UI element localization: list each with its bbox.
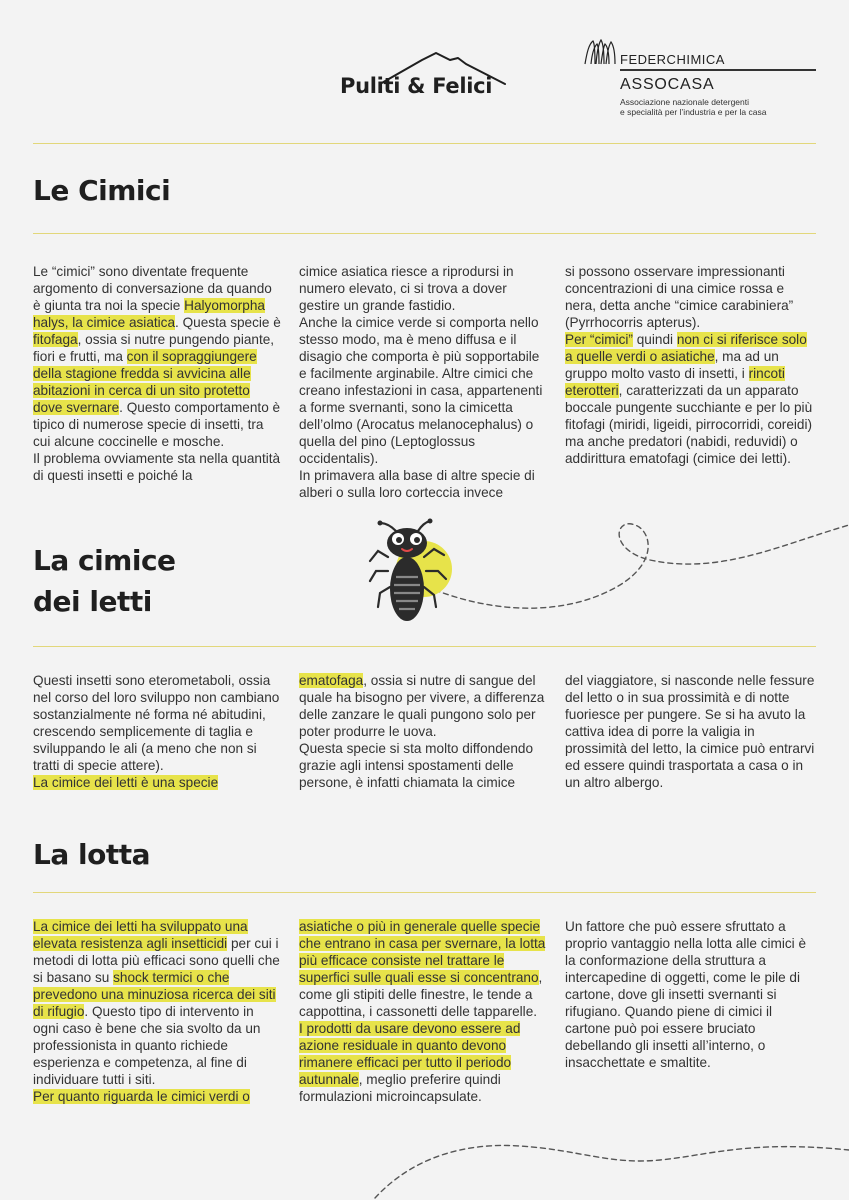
dashed-flight-path-bottom <box>370 1120 849 1200</box>
body-text: In primavera alla base di altre specie di alberi o sulla loro corteccia invece <box>299 468 535 500</box>
section-rule <box>33 233 816 234</box>
body-text: Un fattore che può essere sfruttato a proprio vantaggio nella lotta alle cimici è la conformazione della struttura a intercapedine di oggetti, come le pile di cartone, dove gli insetti svernanti si rifugiano. Quando piene di cimici il cartone può poi essere bruciato debellando gli insetti all’interno, o insacchettate e smaltite. <box>565 919 807 1070</box>
body-text: Questa specie si sta molto diffondendo grazie agli intensi spostamenti delle persone, è infatti chiamata la cimice <box>299 741 534 790</box>
body-text: , ossia si nutre pungendo piante, fiori e frutti, ma <box>33 332 275 364</box>
body-text: del viaggiatore, si nasconde nelle fessure del letto o in sua prossimità e di notte fuoriesce per pungere. Se si ha avuto la cattiva idea di porre la valigia in prossimità del letto, la cimice può entrarvi ed essere quindi trasportata a casa o in un altro albergo. <box>565 673 815 790</box>
cimici-column-3 <box>565 263 815 467</box>
highlighted-text: La cimice dei letti ha sviluppato una elevata resistenza agli insetticidi <box>33 919 248 951</box>
cimici-column-1 <box>33 263 283 484</box>
assocasa-subtitle-line1: Associazione nazionale detergenti <box>620 97 750 107</box>
highlighted-text: fitofaga <box>33 332 78 347</box>
highlighted-text: non ci si riferisce solo a quelle verdi o asiatiche <box>565 332 807 364</box>
cimici-column-2 <box>299 263 549 501</box>
section-title-letti-line1: La cimice <box>33 544 176 577</box>
assocasa-label: ASSOCASA <box>620 76 715 93</box>
body-text: per cui i metodi di lotta più efficaci sono quelli che si basano su <box>33 936 280 985</box>
highlighted-text: rincoti eterotteri <box>565 366 785 398</box>
highlighted-text: asiatiche o più in generale quelle specie che entrano in casa per svernare, la lotta più efficace consiste nel trattare le superfici sulle quali esse si concentrano <box>299 919 546 985</box>
section-rule <box>33 143 816 144</box>
highlighted-text: Halyomorpha halys, la cimice asiatica <box>33 298 265 330</box>
bedbug-illustration <box>360 515 460 627</box>
body-text: Il problema ovviamente sta nella quantità di questi insetti e poiché la <box>33 451 281 483</box>
letti-column-1 <box>33 672 283 791</box>
body-text: cimice asiatica riesce a riprodursi in numero elevato, ci si trova a dover gestire un grande fastidio. <box>299 264 514 313</box>
body-text: quindi <box>632 332 677 347</box>
federchimica-logo-icon <box>583 38 617 66</box>
highlighted-text: La cimice dei letti è una specie <box>33 775 219 790</box>
section-title-letti-line2: dei letti <box>33 585 152 618</box>
body-text: Anche la cimice verde si comporta nello stesso modo, ma è meno diffusa e il disagio che comporta è più sopportabile e facilmente arginabile. Altre cimici che creano infestazioni in casa, appartenenti a forme svernanti, sono la cimicetta dell’olmo (Arocatus melanocephalus) o quella del pino (Leptoglossus occidentalis). <box>299 315 543 466</box>
body-text: , meglio preferire quindi formulazioni microincapsulate. <box>299 1072 501 1104</box>
section-rule <box>33 892 816 893</box>
body-text: si possono osservare impressionanti concentrazioni di una cimice rossa e nera, detta anche “cimice carabiniera” (Pyrrhocorris apterus). <box>565 264 794 330</box>
section-title-lotta: La lotta <box>33 838 150 871</box>
body-text: . Questo comportamento è tipico di numerose specie di insetti, tra cui alcune coccinelle e mosche. <box>33 400 281 449</box>
dashed-flight-path <box>420 505 849 615</box>
highlighted-text: Per quanto riguarda le cimici verdi o <box>33 1089 250 1104</box>
federchimica-label: FEDERCHIMICA <box>620 52 725 67</box>
body-text: Le “cimici” sono diventate frequente argomento di conversazione da quando è giunta tra noi la specie <box>33 264 272 313</box>
brand-logo: Puliti & Felici <box>340 74 493 98</box>
highlighted-text: I prodotti da usare devono essere ad azione residuale in quanto devono rimanere efficaci per tutto il periodo autunnale <box>299 1021 521 1087</box>
section-title-cimici: Le Cimici <box>33 174 171 207</box>
assocasa-subtitle <box>620 97 820 117</box>
body-text: , caratterizzati da un apparato boccale pungente succhiante e per lo più fitofagi (miridi, ligeidi, pirrocorridi, coreidi) ma anche predatori (nabidi, reduvidi) o addirittura ematofagi (cimice dei letti). <box>565 383 813 466</box>
lotta-column-2 <box>299 918 549 1105</box>
highlighted-text: ematofaga <box>299 673 364 688</box>
lotta-column-1 <box>33 918 283 1105</box>
highlighted-text: Per “cimici” <box>565 332 633 347</box>
letti-column-3 <box>565 672 815 791</box>
highlighted-text: shock termici o che prevedono una minuziosa ricerca dei siti di rifugio <box>33 970 276 1019</box>
body-text: , ma ad un gruppo molto vasto di insetti, i <box>565 349 779 381</box>
body-text: . Questa specie è <box>175 315 281 330</box>
header-divider <box>620 69 816 71</box>
section-title-letti <box>33 540 176 622</box>
body-text: , come gli stipiti delle finestre, le tende a cappottina, i cassonetti delle tapparelle. <box>299 970 543 1019</box>
body-text: Questi insetti sono eterometaboli, ossia nel corso del loro sviluppo non cambiano sostanzialmente né forma né abitudini, crescendo semplicemente di taglia e sviluppando le ali (a meno che non si tratti di specie attere). <box>33 673 280 773</box>
body-text: , ossia si nutre di sangue del quale ha bisogno per vivere, a differenza delle zanzare le quali pungono solo per poter produrre le uova. <box>299 673 545 739</box>
body-text: . Questo tipo di intervento in ogni caso è bene che sia svolto da un professionista in quanto richiede esperienza e competenza, al fine di individuare tutti i siti. <box>33 1004 261 1087</box>
assocasa-subtitle-line2: e specialità per l’industria e per la casa <box>620 107 767 117</box>
section-rule <box>33 646 816 647</box>
highlighted-text: con il sopraggiungere della stagione fredda si avvicina alle abitazioni in cerca di un sito protetto dove svernare <box>33 349 257 415</box>
letti-column-2 <box>299 672 549 791</box>
lotta-column-3 <box>565 918 815 1071</box>
